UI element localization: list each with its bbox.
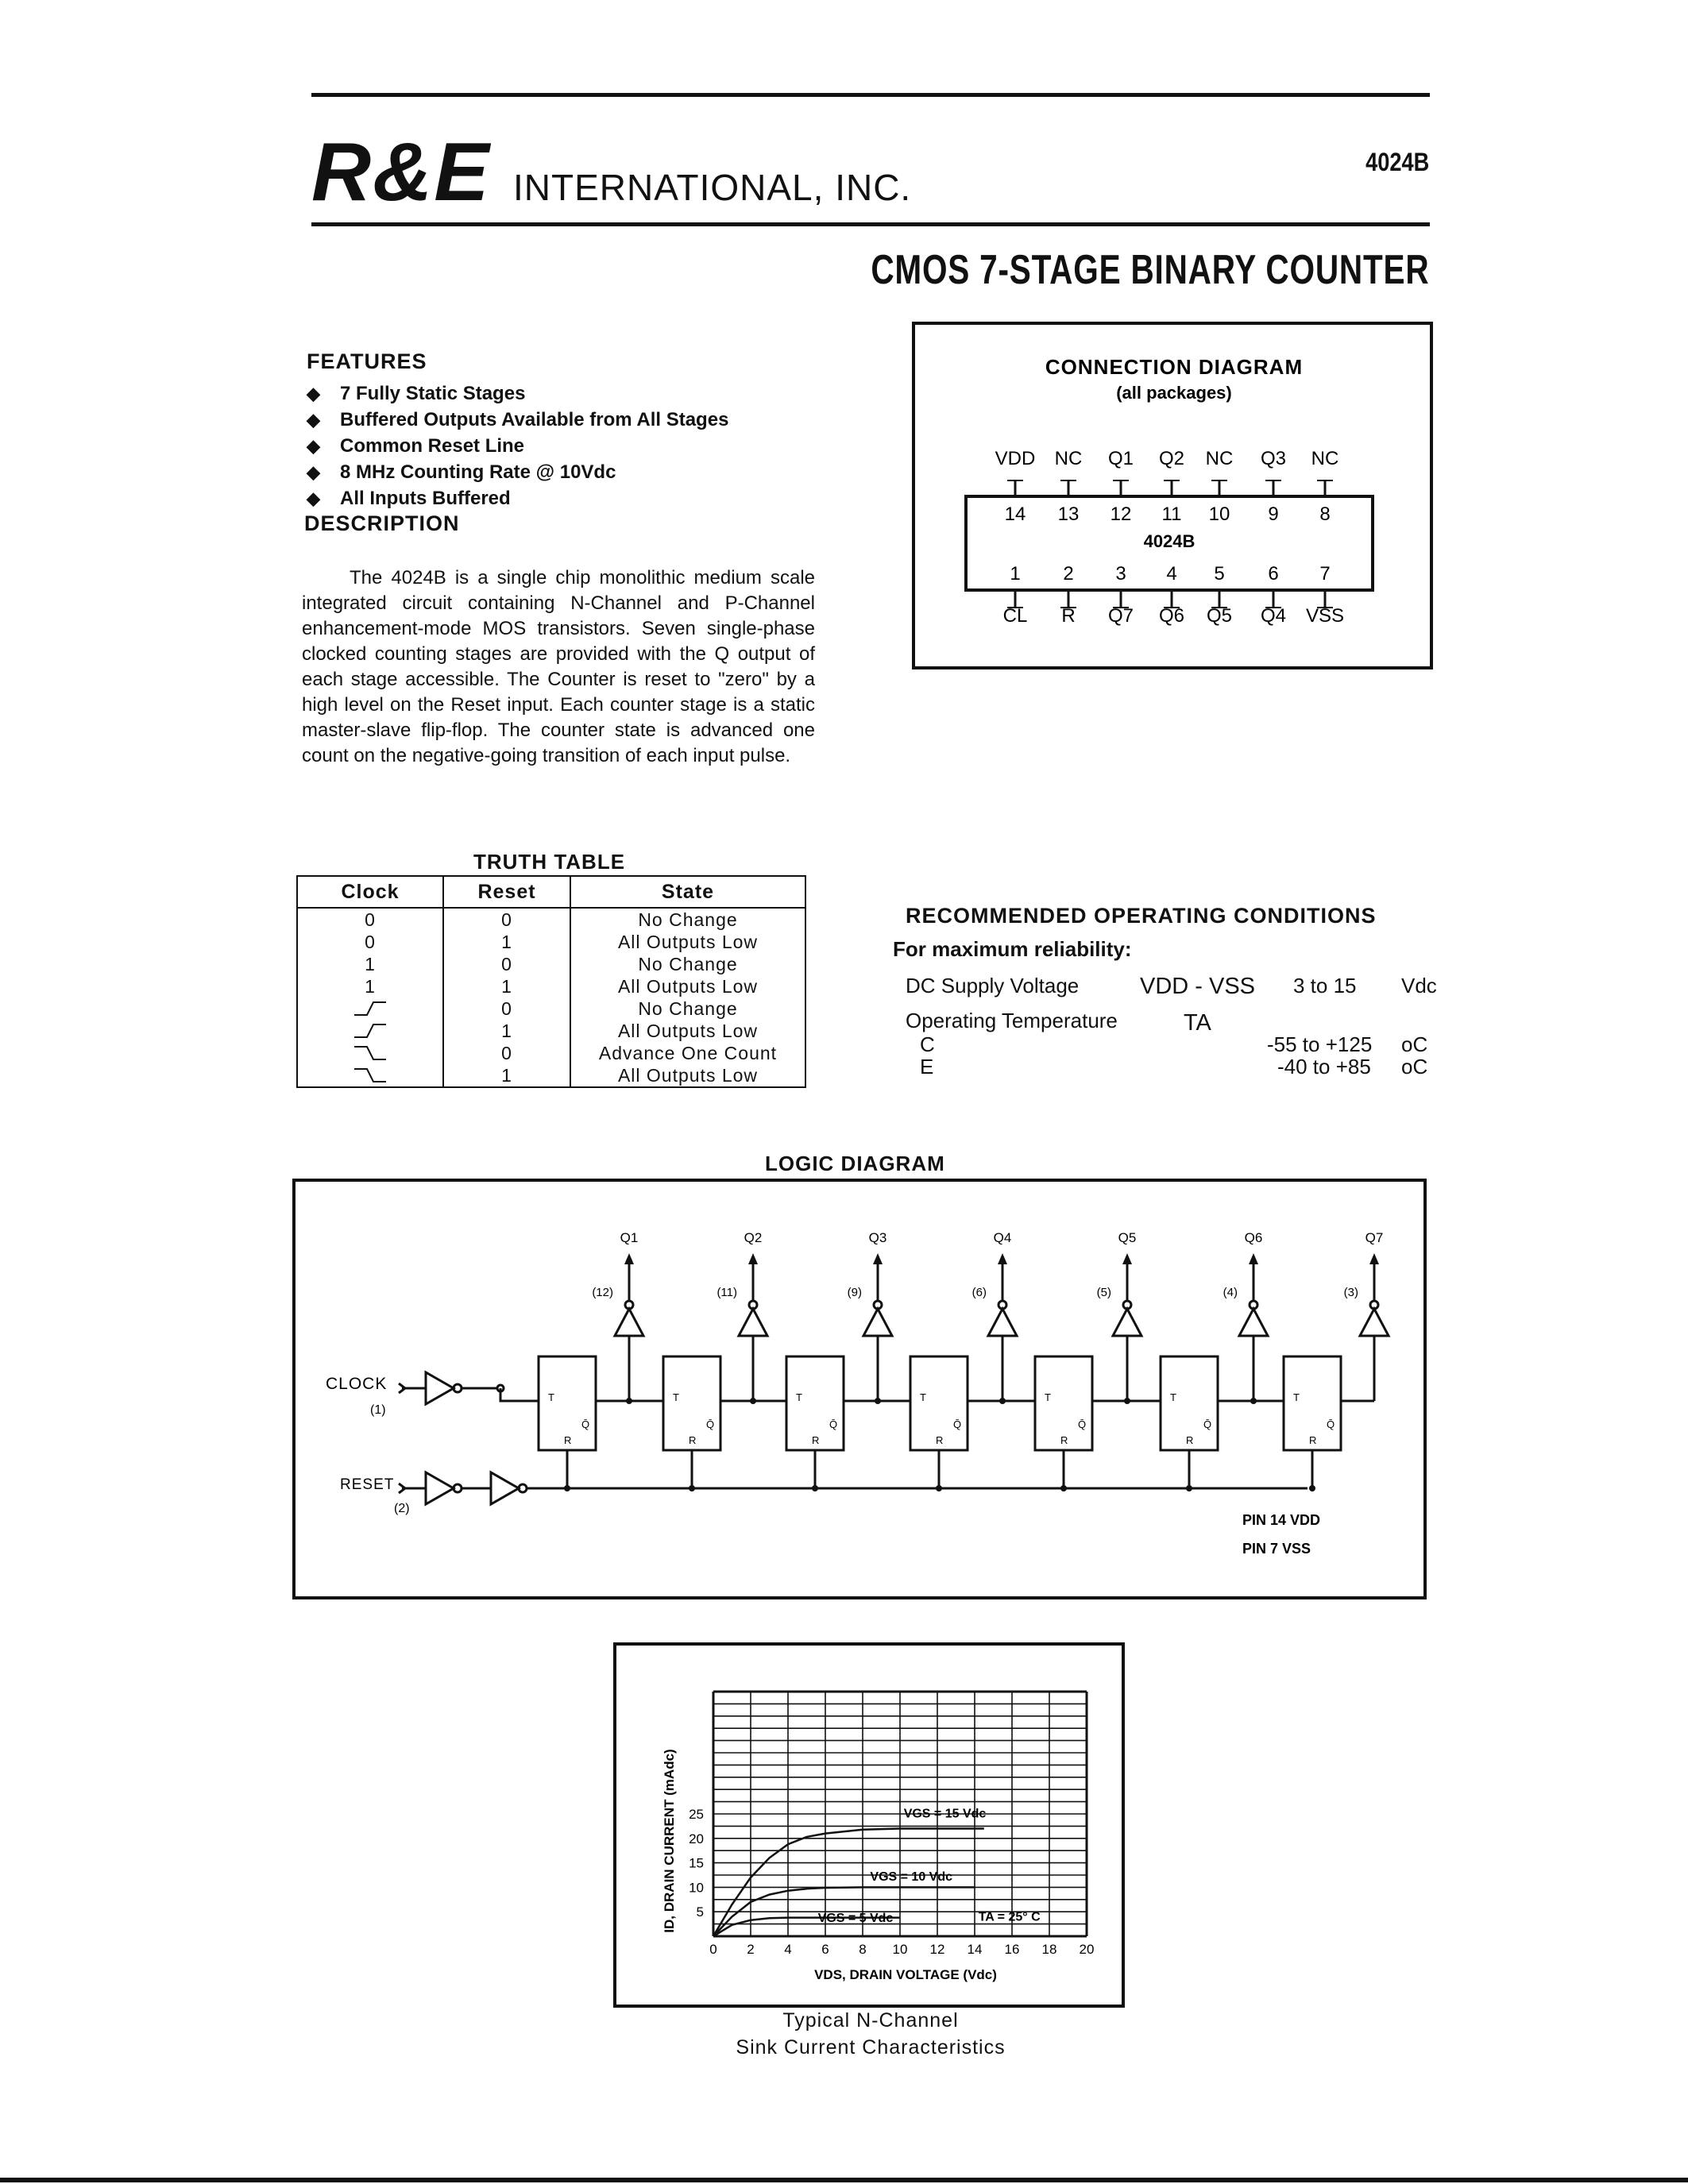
output-arrow-icon	[1249, 1253, 1258, 1264]
output-buffer-bubble	[1250, 1301, 1257, 1309]
pin-name: CL	[1002, 605, 1028, 627]
output-arrow-icon	[624, 1253, 634, 1264]
output-buffer-bubble	[999, 1301, 1006, 1309]
chart-x-tick-label: 16	[1004, 1942, 1020, 1957]
header-reset: Reset	[443, 876, 570, 908]
truth-table-state-cell: No Change	[570, 953, 805, 975]
output-buffer-bubble	[1123, 1301, 1131, 1309]
chart-y-tick-label: 15	[689, 1855, 704, 1871]
pin-number: 7	[1319, 563, 1331, 585]
output-name: Q7	[1365, 1230, 1384, 1245]
supply-voltage-range: 3 to 15	[1293, 974, 1357, 997]
output-name: Q5	[1118, 1230, 1137, 1245]
flip-flop-t-label: T	[1170, 1391, 1176, 1403]
clock-to-stage1	[500, 1388, 539, 1401]
power-note-vss: PIN 7 VSS	[1242, 1541, 1311, 1557]
header-state: State	[570, 876, 805, 908]
top-rule	[311, 93, 1430, 97]
flip-flop-r-label: R	[1309, 1434, 1317, 1446]
chart-y-axis-label: ID, DRAIN CURRENT (mAdc)	[662, 1749, 677, 1933]
chart-x-tick-label: 20	[1079, 1942, 1095, 1957]
operating-conditions	[893, 937, 1446, 1080]
pin-number: 6	[1268, 563, 1279, 585]
chart-x-tick-label: 18	[1041, 1942, 1057, 1957]
reset-node	[1309, 1485, 1315, 1491]
flip-flop-r-label: R	[689, 1434, 697, 1446]
truth-table-clock-cell: 1	[297, 975, 443, 997]
description-text: The 4024B is a single chip monolithic medium scale integrated circuit containing N-Channel and P-Channel enhancement-mode MOS transistors. Seven single-phase clocked counting stages are provided with the Q output of each stage accessible. The Counter is reset to "zero" by a high level on the Reset input. Each counter stage is a static master-slave flip-flop. The counter state is advanced one count on the negative-going transition of each input pulse.	[302, 567, 815, 766]
truth-table-clock-cell	[297, 1020, 443, 1042]
feature-item: ◆ 8 MHz Counting Rate @ 10Vdc	[307, 459, 728, 485]
truth-table-clock-cell	[297, 1042, 443, 1064]
operating-conditions-subheading: For maximum reliability:	[893, 937, 1132, 961]
truth-table-header-row	[297, 876, 805, 908]
flip-flop-r-label: R	[1186, 1434, 1194, 1446]
flip-flop-t-label: T	[920, 1391, 926, 1403]
output-buffer	[615, 1309, 643, 1336]
truth-table-reset-cell: 1	[443, 1020, 570, 1042]
output-pin: (6)	[971, 1286, 987, 1299]
flip-flop-t-label: T	[1293, 1391, 1300, 1403]
truth-table-reset-cell: 0	[443, 908, 570, 931]
features-list	[307, 380, 728, 511]
flip-flop-qbar-label: Q̄	[829, 1418, 838, 1430]
chart-annotation: VGS = 10 Vdc	[870, 1870, 953, 1884]
chart-caption	[704, 2007, 1037, 2061]
operating-conditions-heading: RECOMMENDED OPERATING CONDITIONS	[906, 904, 1377, 928]
output-buffer	[739, 1309, 767, 1336]
output-buffer	[863, 1309, 892, 1336]
output-arrow-icon	[998, 1253, 1007, 1264]
output-arrow-icon	[748, 1253, 758, 1264]
truth-table-row	[297, 1064, 805, 1087]
truth-table-clock-cell: 1	[297, 953, 443, 975]
chart-y-tick-label: 25	[689, 1807, 704, 1822]
grade-e-label: E	[920, 1055, 934, 1078]
pin-name: NC	[1205, 448, 1234, 469]
truth-table-title: TRUTH TABLE	[473, 850, 626, 874]
feature-item: ◆ Buffered Outputs Available from All Stages	[307, 407, 728, 433]
output-name: Q1	[620, 1230, 639, 1245]
output-buffer-bubble	[1370, 1301, 1378, 1309]
rising-edge-icon	[353, 1021, 388, 1040]
chart-annotation: VGS = 5 Vdc	[817, 1912, 894, 1926]
pin-name: Q2	[1158, 448, 1185, 469]
clock-buffer	[426, 1372, 454, 1404]
pin-number: 11	[1161, 504, 1182, 525]
operating-temperature-label: Operating Temperature	[906, 1009, 1118, 1032]
flip-flop-qbar-label: Q̄	[706, 1418, 715, 1430]
output-pin: (5)	[1096, 1286, 1111, 1299]
output-buffer-bubble	[749, 1301, 757, 1309]
chart-y-tick-label: 20	[689, 1831, 704, 1846]
falling-edge-icon	[353, 1044, 388, 1063]
connection-diagram	[912, 322, 1433, 669]
chip-label: 4024B	[1143, 531, 1196, 551]
chart-x-tick-label: 2	[747, 1942, 755, 1957]
description-heading: DESCRIPTION	[304, 511, 460, 535]
truth-table-row	[297, 931, 805, 953]
pin-number: 5	[1214, 563, 1225, 585]
truth-table-clock-cell	[297, 1064, 443, 1087]
chart-x-tick-label: 4	[784, 1942, 792, 1957]
clock-label: CLOCK	[326, 1375, 388, 1393]
truth-table-state-cell: Advance One Count	[570, 1042, 805, 1064]
truth-table-reset-cell: 0	[443, 1042, 570, 1064]
flip-flop-r-label: R	[564, 1434, 572, 1446]
truth-table-state-cell: No Change	[570, 908, 805, 931]
pin-number: 13	[1057, 504, 1080, 525]
chart-y-tick-label: 10	[689, 1880, 704, 1896]
chart-grid	[713, 1692, 1087, 1936]
flip-flop-t-label: T	[673, 1391, 679, 1403]
pin-number: 1	[1010, 563, 1021, 585]
reset-node	[1060, 1485, 1067, 1491]
pin-number: 4	[1166, 563, 1177, 585]
reset-buffer-2	[491, 1472, 519, 1504]
truth-table-row	[297, 975, 805, 997]
chart-x-tick-label: 6	[821, 1942, 829, 1957]
chart-x-tick-label: 10	[892, 1942, 908, 1957]
output-name: Q2	[744, 1230, 763, 1245]
output-buffer-bubble	[874, 1301, 882, 1309]
chart-annotation: VGS = 15 Vdc	[903, 1807, 987, 1821]
flip-flop-r-label: R	[1060, 1434, 1068, 1446]
truth-table-row	[297, 997, 805, 1020]
grade-c-unit: oC	[1401, 1032, 1428, 1056]
chart-annotation: TA = 25° C	[978, 1910, 1041, 1924]
output-pin: (4)	[1223, 1286, 1238, 1299]
chart-caption-line-1: Typical N-Channel	[782, 2009, 959, 2032]
pin-name: Q3	[1260, 448, 1287, 469]
flip-flop-r-label: R	[936, 1434, 944, 1446]
output-arrow-icon	[1122, 1253, 1132, 1264]
truth-table	[296, 875, 806, 1088]
truth-table-reset-cell: 1	[443, 931, 570, 953]
chart-x-tick-label: 0	[709, 1942, 717, 1957]
pin-number: 12	[1110, 504, 1132, 525]
feature-item: ◆ 7 Fully Static Stages	[307, 380, 728, 407]
pin-number: 14	[1004, 504, 1026, 525]
pin-name: Q6	[1158, 605, 1185, 627]
reset-pin: (2)	[394, 1502, 410, 1515]
supply-voltage-unit: Vdc	[1401, 974, 1437, 997]
flip-flop-r-label: R	[812, 1434, 820, 1446]
power-note-vdd: PIN 14 VDD	[1242, 1512, 1321, 1528]
truth-table-body	[297, 908, 805, 1087]
falling-edge-icon	[353, 1066, 388, 1085]
supply-voltage-symbol: VDD - VSS	[1140, 974, 1256, 999]
grade-e-unit: oC	[1401, 1055, 1428, 1078]
truth-table-clock-cell: 0	[297, 931, 443, 953]
chart-y-tick-label: 5	[696, 1904, 704, 1920]
part-number: 4024B	[1365, 148, 1429, 176]
pin-name: R	[1061, 605, 1076, 627]
pin-name: Q5	[1206, 605, 1233, 627]
page-title: CMOS 7-STAGE BINARY COUNTER	[870, 247, 1429, 293]
pin-number: 2	[1063, 563, 1074, 585]
connection-diagram-subtitle: (all packages)	[1116, 383, 1232, 403]
truth-table-state-cell: All Outputs Low	[570, 1020, 805, 1042]
flip-flop-qbar-label: Q̄	[1327, 1418, 1335, 1430]
pin-name: Q7	[1107, 605, 1134, 627]
reset-buffer-2-bubble	[519, 1484, 527, 1492]
features-section	[307, 349, 728, 511]
feature-item: ◆ Common Reset Line	[307, 433, 728, 459]
reset-node	[689, 1485, 695, 1491]
flip-flop-qbar-label: Q̄	[953, 1418, 962, 1430]
flip-flop-t-label: T	[1045, 1391, 1051, 1403]
pin-number: 3	[1115, 563, 1126, 585]
output-buffer-bubble	[625, 1301, 633, 1309]
truth-table-state-cell: All Outputs Low	[570, 1064, 805, 1087]
truth-table-state-cell: All Outputs Low	[570, 931, 805, 953]
output-pin: (3)	[1343, 1286, 1358, 1299]
output-arrow-icon	[873, 1253, 883, 1264]
flip-flop-t-label: T	[796, 1391, 802, 1403]
reset-label: RESET	[340, 1476, 395, 1493]
pin-name: NC	[1311, 448, 1339, 469]
output-pin: (12)	[592, 1286, 613, 1299]
output-arrow-icon	[1369, 1253, 1379, 1264]
reset-node	[936, 1485, 942, 1491]
logic-diagram	[292, 1179, 1427, 1599]
chart-x-tick-label: 8	[859, 1942, 867, 1957]
clock-buffer-bubble	[454, 1384, 462, 1392]
chart-x-tick-label: 12	[929, 1942, 945, 1957]
pin-name: Q4	[1260, 605, 1287, 627]
pin-name: VSS	[1305, 605, 1345, 627]
output-buffer	[1239, 1309, 1268, 1336]
top-pins	[995, 448, 1339, 525]
truth-table-state-cell: No Change	[570, 997, 805, 1020]
reset-node	[564, 1485, 570, 1491]
company-name: INTERNATIONAL, INC.	[513, 167, 912, 208]
output-pin: (9)	[847, 1286, 862, 1299]
pin-number: 8	[1319, 504, 1331, 525]
truth-table-clock-cell	[297, 997, 443, 1020]
pin-number: 9	[1268, 504, 1279, 525]
grade-c-label: C	[920, 1032, 935, 1056]
reset-buffer-1-bubble	[454, 1484, 462, 1492]
pin-name: Q1	[1107, 448, 1134, 469]
truth-table-row	[297, 1020, 805, 1042]
output-name: Q6	[1244, 1230, 1263, 1245]
logic-diagram-title: LOGIC DIAGRAM	[765, 1152, 945, 1175]
operating-temperature-symbol: TA	[1184, 1010, 1211, 1036]
header-clock: Clock	[297, 876, 443, 908]
flip-flop-qbar-label: Q̄	[1078, 1418, 1087, 1430]
pin-number: 10	[1208, 504, 1230, 525]
chart-caption-line-2: Sink Current Characteristics	[736, 2036, 1006, 2059]
truth-table-reset-cell: 0	[443, 953, 570, 975]
truth-table-clock-cell: 0	[297, 908, 443, 931]
chart-annotations	[818, 1807, 1041, 1925]
reset-node	[812, 1485, 818, 1491]
output-buffer	[1360, 1309, 1389, 1336]
grade-c-range: -55 to +125	[1267, 1032, 1373, 1056]
pin-name: VDD	[995, 448, 1036, 469]
grade-e-range: -40 to +85	[1277, 1055, 1371, 1078]
chart-x-tick-label: 14	[967, 1942, 983, 1957]
clock-pin: (1)	[370, 1403, 386, 1417]
truth-table-row	[297, 953, 805, 975]
truth-table-reset-cell: 0	[443, 997, 570, 1020]
truth-table-reset-cell: 1	[443, 975, 570, 997]
feature-item: ◆ All Inputs Buffered	[307, 485, 728, 511]
drain-current-chart	[613, 1642, 1125, 2008]
rising-edge-icon	[353, 999, 388, 1018]
output-name: Q3	[868, 1230, 887, 1245]
supply-voltage-label: DC Supply Voltage	[906, 974, 1080, 997]
truth-table-state-cell: All Outputs Low	[570, 975, 805, 997]
pin-name: NC	[1054, 448, 1083, 469]
reset-buffer-1	[426, 1472, 454, 1504]
flip-flop-qbar-label: Q̄	[581, 1418, 590, 1430]
truth-table-row	[297, 908, 805, 931]
bottom-rule	[0, 2178, 1688, 2182]
flip-flop-t-label: T	[548, 1391, 554, 1403]
truth-table-reset-cell: 1	[443, 1064, 570, 1087]
truth-table-row	[297, 1042, 805, 1064]
flip-flop-qbar-label: Q̄	[1203, 1418, 1212, 1430]
reset-node	[1186, 1485, 1192, 1491]
logic-stages	[539, 1230, 1389, 1491]
features-heading: FEATURES	[307, 349, 427, 373]
output-name: Q4	[993, 1230, 1012, 1245]
connection-diagram-title: CONNECTION DIAGRAM	[1045, 355, 1304, 379]
header-rule	[311, 222, 1430, 226]
company-logo: R&E	[311, 126, 491, 218]
output-buffer	[988, 1309, 1017, 1336]
chart-x-axis-label: VDS, DRAIN VOLTAGE (Vdc)	[814, 1967, 997, 1982]
bottom-pins	[1003, 563, 1344, 627]
output-buffer	[1113, 1309, 1141, 1336]
output-pin: (11)	[717, 1286, 737, 1299]
